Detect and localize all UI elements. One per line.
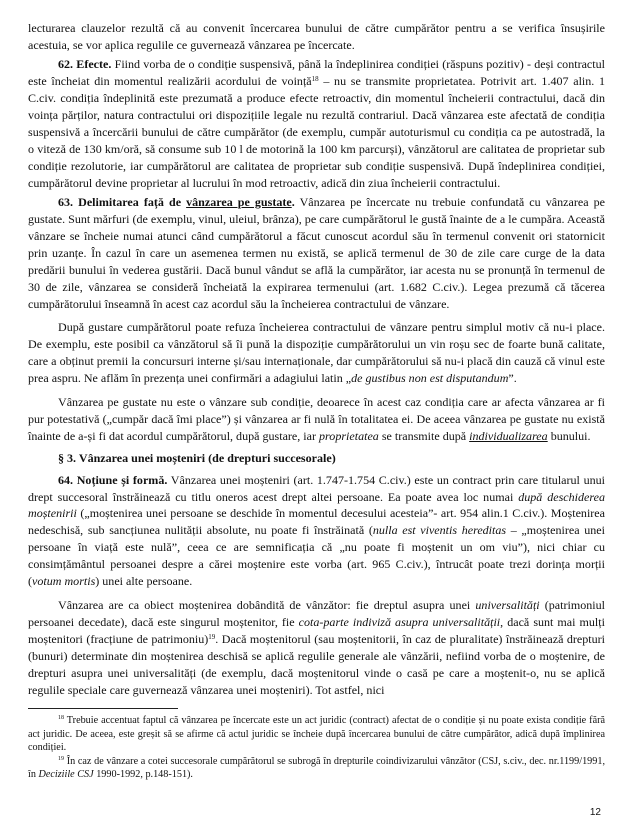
paragraph-64-notiune xyxy=(28,472,605,590)
text-run: . xyxy=(291,195,295,210)
text-run: după deschiderea moștenirii xyxy=(28,489,605,521)
footnote-19 xyxy=(28,755,605,782)
text-run: vânzarea pe gustate xyxy=(186,195,292,210)
paragraph-intro-continuation xyxy=(28,20,605,54)
footnote-separator xyxy=(28,708,178,709)
text-run: Vânzarea pe gustate nu este o vânzare sub condiție, deoarece în acest caz condiția care ar afecta vânzarea ar fi pur potestativă („cumpăr dacă îmi place”) și vânzarea ar fi nulă în totalitatea ei. De aceea vânzarea pe gustate nu există înainte de a-și fi dat acordul cumpărătorul, după gustare, iar xyxy=(28,395,605,443)
text-run: 62. Efecte. xyxy=(58,57,112,72)
text-run: nulla est viventis hereditas xyxy=(372,523,507,538)
text-run: – nu se transmite proprietatea. Potrivit art. 1.407 alin. 1 C.civ. condiția îndeplinită este prezumată a produce efecte retroactiv, din momentul încheierii contractului, dacă din voința părților, natura contractului ori dispozițiile legale nu rezultă contrariul. Dacă vânzarea este afectată de condiția suspensivă a încercării bunului de către cumpărător (de exemplu, cumpăr autoturismul cu condiția ca pe autostradă, la o viteză de 130 km/oră, să consume sub 10 l de motorină la 100 km parcurși), vânzătorul are calitatea de proprietar sub condiție rezolutorie, iar cumpărătorul are calitatea de proprietar sub condiție suspensivă. După îndeplinirea condiției, cumpărătorul devine proprietar al lucrului în mod retroactiv, adică din ziua încheierii contractului. xyxy=(28,74,606,190)
paragraph-63-delimitarea xyxy=(28,194,605,312)
text-run: – „moștenirea unei persoane în viață este nulă”, ceea ce are semnificația că „nu poate fi moștenit un om viu”), nici chiar cu consimțământul persoanei despre a cărei moștenire este vorba (art. 965 C.civ.), întrucât poate trezi dorința morții ( xyxy=(28,523,605,589)
text-run: În caz de vânzare a cotei succesorale cumpărătorul se subrogă în drepturile coindivizarului vânzător (CSJ, s.civ., dec. nr.1199/1991, în xyxy=(28,755,605,781)
text-run: proprietatea xyxy=(319,428,379,443)
footnote-ref: 19 xyxy=(58,755,64,762)
footnote-18 xyxy=(28,714,605,754)
section-heading-3 xyxy=(28,450,605,467)
text-run: § 3. Vânzarea unei moșteniri (de drepturi succesorale) xyxy=(58,450,336,465)
page-number: 12 xyxy=(589,807,601,818)
paragraph-vanzarea-pe-gustate xyxy=(28,394,605,445)
paragraph-62-efecte xyxy=(28,56,605,191)
footnote-ref: 18 xyxy=(311,75,319,84)
footnote-ref: 18 xyxy=(58,715,64,722)
text-run: cota-parte indiviză asupra universalității xyxy=(298,614,501,629)
text-run: Fiind vorba de o condiție suspensivă, până la îndeplinirea condiției (răspuns pozitiv) - deși contractul este încheiat din momentul realizării acordului de voință xyxy=(28,57,606,89)
text-run: ”. xyxy=(508,371,517,386)
text-run: de gustibus non est disputandum xyxy=(351,371,509,386)
text-run: Vânzarea unei moșteniri (art. 1.747-1.754 C.civ.) este un contract prin care titularul unui drept succesoral înstrăinează cu titlu oneros acest drept altei persoane. Ea poate avea loc numai xyxy=(28,472,605,504)
text-run: 1990-1992, p.148-151). xyxy=(93,769,193,781)
text-run: . Dacă moștenitorul (sau moștenitorii, în caz de pluralitate) înstrăinează drepturi (bunuri) determinate din moștenirea deschisă se aplică regulile generale ale vânzării, nefiind vorba de o moștenire, de drepturi asupra unei universalități (de exemplu, dacă moștenitorul vinde o casă pe care a moștenit-o, nu se aplică regulile speciale care guvernează vânzarea unei moșteniri). Tot astfel, nici xyxy=(28,631,605,697)
text-run: 63. Delimitarea față de xyxy=(58,195,187,210)
text-run: bunului. xyxy=(547,428,591,443)
text-run: (patrimoniul persoanei decedate), dacă este singurul moștenitor, fie xyxy=(28,598,605,629)
text-run: , dacă sunt mai mulți moștenitori (fracțiune de patrimoniu) xyxy=(28,614,605,646)
text-run: individualizarea xyxy=(469,428,548,443)
paragraph-dupa-gustare xyxy=(28,319,605,387)
text-run: Vânzarea are ca obiect moștenirea dobândită de vânzător: fie dreptul asupra unei xyxy=(58,598,476,612)
text-run: Vânzarea pe încercate nu trebuie confundată cu vânzarea pe gustate. Sunt mărfuri (de exemplu, vinul, uleiul, brânza), pe care cumpărătorul le gustă înainte de a le cumpăra. Această vânzare se încheie numai atunci când cumpărătorul a făcut cunoscut acordul său în termenul convenit ori statornicit prin uzanțe. În cazul în care un asemenea termen nu există, se aplică termenul de 30 de zile care curge de la data predării bunului în vederea gustării. Dacă bunul vândut se află la cumpărător, iar acesta nu se pronunță în termenul de 30 de zile, vânzarea se consideră încheiată la expirarea termenului (art. 1.682 C.civ.). Legea prezumă că tăcerea cumpărătorului înseamnă în acest caz acordul său la încheierea contractului de vânzare. xyxy=(28,195,605,311)
footnote-ref: 19 xyxy=(208,632,216,641)
body-text xyxy=(28,20,605,698)
text-run: După gustare cumpărătorul poate refuza încheierea contractului de vânzare pentru simplul motiv că nu-i place. De exemplu, este posibil ca vânzătorul să îi pună la dispoziție cumpărătorului un vin roșu sec de foarte bună calitate, care a obținut premii la concursuri interne și/sau internaționale, dar cumpărătorului să nu-i placă din cauză că vinul este prea aspru. Ne aflăm în prezența unei confirmări a adagiului latin „ xyxy=(28,320,605,386)
text-run: ) unei alte persoane. xyxy=(95,574,193,589)
text-run: se transmite după xyxy=(378,428,470,443)
text-run: votum mortis xyxy=(32,574,96,589)
text-run: („moștenirea unei persoane se deschide în momentul decesului acesteia”- art. 954 alin.1 C.civ.). Moștenirea nedeschisă, sub sancțiunea nulității absolute, nu poate fi înstrăinată ( xyxy=(28,506,605,538)
text-run: Deciziile CSJ xyxy=(38,769,94,781)
text-run: 64. Noțiune și formă. xyxy=(58,472,168,487)
text-run: universalități xyxy=(475,598,540,612)
footnotes xyxy=(28,714,605,781)
paragraph-obiect-mostenire xyxy=(28,597,605,698)
text-run: lecturarea clauzelor rezultă că au convenit încercarea bunului de către cumpărător pentru a se verifica însușirile acestuia, se vor aplica regulile ce guvernează vânzarea pe încercate. xyxy=(28,21,605,52)
text-run: Trebuie accentuat faptul că vânzarea pe încercate este un act juridic (contract) afectat de o condiție și nu poate exista condiție fără act juridic. De aceea, este greșit să se afirme că actul juridic se încheie după încercarea bunului de către cumpărător, adică după împlinirea condiției. xyxy=(28,715,605,754)
